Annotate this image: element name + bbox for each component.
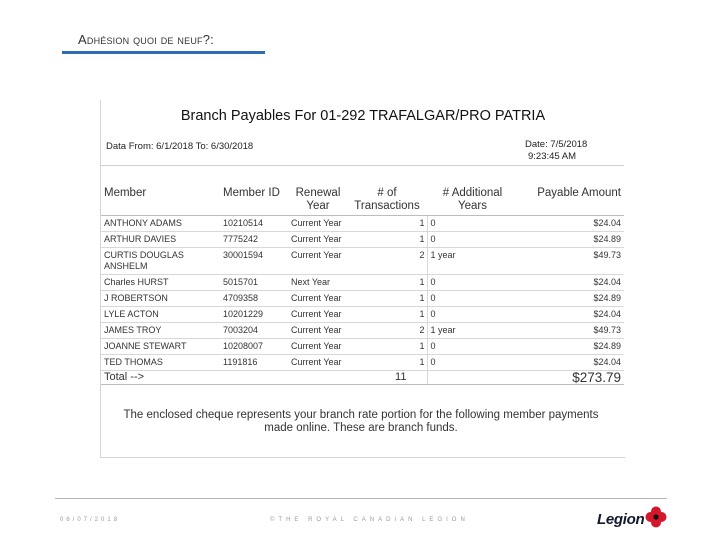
transactions: 1 xyxy=(347,232,427,248)
transactions: 2 xyxy=(347,323,427,339)
transactions: 1 xyxy=(347,339,427,355)
branch-payables-report xyxy=(100,100,625,458)
cheque-note-line1: The enclosed cheque represents your branch rate portion for the following member payments xyxy=(123,409,599,421)
col-member-id-label: Member ID xyxy=(223,187,280,199)
additional-years: 0 xyxy=(427,307,518,323)
payable-amount: $24.89 xyxy=(518,291,624,307)
transactions: 1 xyxy=(347,355,427,371)
table-row xyxy=(101,355,624,371)
total-empty-additional xyxy=(427,371,518,385)
col-payable-amount: Payable Amount xyxy=(518,187,624,216)
col-tx-line2: Transactions xyxy=(354,200,420,212)
member-id: 7003204 xyxy=(221,323,289,339)
col-renewal-line2: Year xyxy=(306,200,330,212)
col-tx-line1: # of xyxy=(377,187,397,199)
report-time: 9:23:45 AM xyxy=(528,151,577,162)
table-row xyxy=(101,216,624,232)
total-empty-renewal xyxy=(289,371,347,385)
cheque-note xyxy=(111,409,611,435)
member-name: JOANNE STEWART xyxy=(101,339,221,355)
total-row xyxy=(101,371,624,385)
payable-amount: $24.89 xyxy=(518,232,624,248)
total-transactions: 11 xyxy=(347,371,427,385)
payable-amount: $24.04 xyxy=(518,275,624,291)
report-data-range: Data From: 6/1/2018 To: 6/30/2018 xyxy=(106,141,254,152)
member-id: 30001594 xyxy=(221,248,289,275)
report-date-time xyxy=(525,139,587,163)
total-amount: $273.79 xyxy=(518,371,624,385)
member-id: 10210514 xyxy=(221,216,289,232)
member-name: CURTIS DOUGLAS ANSHELM xyxy=(101,248,221,275)
transactions: 1 xyxy=(347,275,427,291)
renewal-year: Current Year xyxy=(289,232,347,248)
col-additional-years xyxy=(427,187,518,216)
table-row xyxy=(101,323,624,339)
member-name: JAMES TROY xyxy=(101,323,221,339)
table-row xyxy=(101,307,624,323)
additional-years: 0 xyxy=(427,339,518,355)
col-add-line1: # Additional xyxy=(442,187,503,199)
member-id: 4709358 xyxy=(221,291,289,307)
slide-title: Adhésion quoi de neuf?: xyxy=(78,32,214,47)
payable-amount: $24.04 xyxy=(518,307,624,323)
payable-amount: $24.89 xyxy=(518,339,624,355)
member-id: 5015701 xyxy=(221,275,289,291)
total-empty-id xyxy=(221,371,289,385)
col-renewal-line1: Renewal xyxy=(295,187,341,199)
title-underline xyxy=(62,51,265,54)
member-name: J ROBERTSON xyxy=(101,291,221,307)
legion-logo-text: Legion xyxy=(597,511,645,528)
additional-years: 0 xyxy=(427,291,518,307)
renewal-year: Current Year xyxy=(289,339,347,355)
footer-divider xyxy=(55,498,667,499)
renewal-year: Next Year xyxy=(289,275,347,291)
member-name: LYLE ACTON xyxy=(101,307,221,323)
table-row xyxy=(101,275,624,291)
member-name: TED THOMAS xyxy=(101,355,221,371)
table-row xyxy=(101,291,624,307)
footer-date: 06/07/2018 xyxy=(60,517,121,523)
report-date: Date: 7/5/2018 xyxy=(525,139,588,150)
col-transactions xyxy=(347,187,427,216)
report-title: Branch Payables For 01-292 TRAFALGAR/PRO PATRIA xyxy=(180,108,546,124)
additional-years: 0 xyxy=(427,355,518,371)
payable-amount: $49.73 xyxy=(518,248,624,275)
total-label: Total --> xyxy=(101,371,221,385)
member-name: ARTHUR DAVIES xyxy=(101,232,221,248)
col-member: Member xyxy=(101,187,221,216)
legion-logo xyxy=(597,506,669,532)
table-row xyxy=(101,232,624,248)
col-add-line2: Years xyxy=(458,200,487,212)
additional-years: 0 xyxy=(427,232,518,248)
renewal-year: Current Year xyxy=(289,355,347,371)
col-member-id xyxy=(221,187,289,216)
payable-amount: $24.04 xyxy=(518,216,624,232)
table-row xyxy=(101,248,624,275)
additional-years: 0 xyxy=(427,275,518,291)
meta-divider xyxy=(101,165,624,166)
payables-table xyxy=(101,187,624,385)
renewal-year: Current Year xyxy=(289,248,347,275)
member-id: 7775242 xyxy=(221,232,289,248)
transactions: 1 xyxy=(347,291,427,307)
member-name: ANTHONY ADAMS xyxy=(101,216,221,232)
additional-years: 1 year xyxy=(427,248,518,275)
payable-amount: $24.04 xyxy=(518,355,624,371)
member-id: 1191816 xyxy=(221,355,289,371)
member-name: Charles HURST xyxy=(101,275,221,291)
renewal-year: Current Year xyxy=(289,291,347,307)
additional-years: 1 year xyxy=(427,323,518,339)
transactions: 2 xyxy=(347,248,427,275)
col-renewal-year xyxy=(289,187,347,216)
member-id: 10201229 xyxy=(221,307,289,323)
transactions: 1 xyxy=(347,307,427,323)
renewal-year: Current Year xyxy=(289,307,347,323)
transactions: 1 xyxy=(347,216,427,232)
payable-amount: $49.73 xyxy=(518,323,624,339)
member-id: 10208007 xyxy=(221,339,289,355)
poppy-icon xyxy=(645,506,667,528)
renewal-year: Current Year xyxy=(289,323,347,339)
renewal-year: Current Year xyxy=(289,216,347,232)
table-header-row xyxy=(101,187,624,216)
table-row xyxy=(101,339,624,355)
cheque-note-line2: made online. These are branch funds. xyxy=(264,422,458,434)
footer-copyright: ©THE ROYAL CANADIAN LEGION xyxy=(270,517,469,523)
additional-years: 0 xyxy=(427,216,518,232)
